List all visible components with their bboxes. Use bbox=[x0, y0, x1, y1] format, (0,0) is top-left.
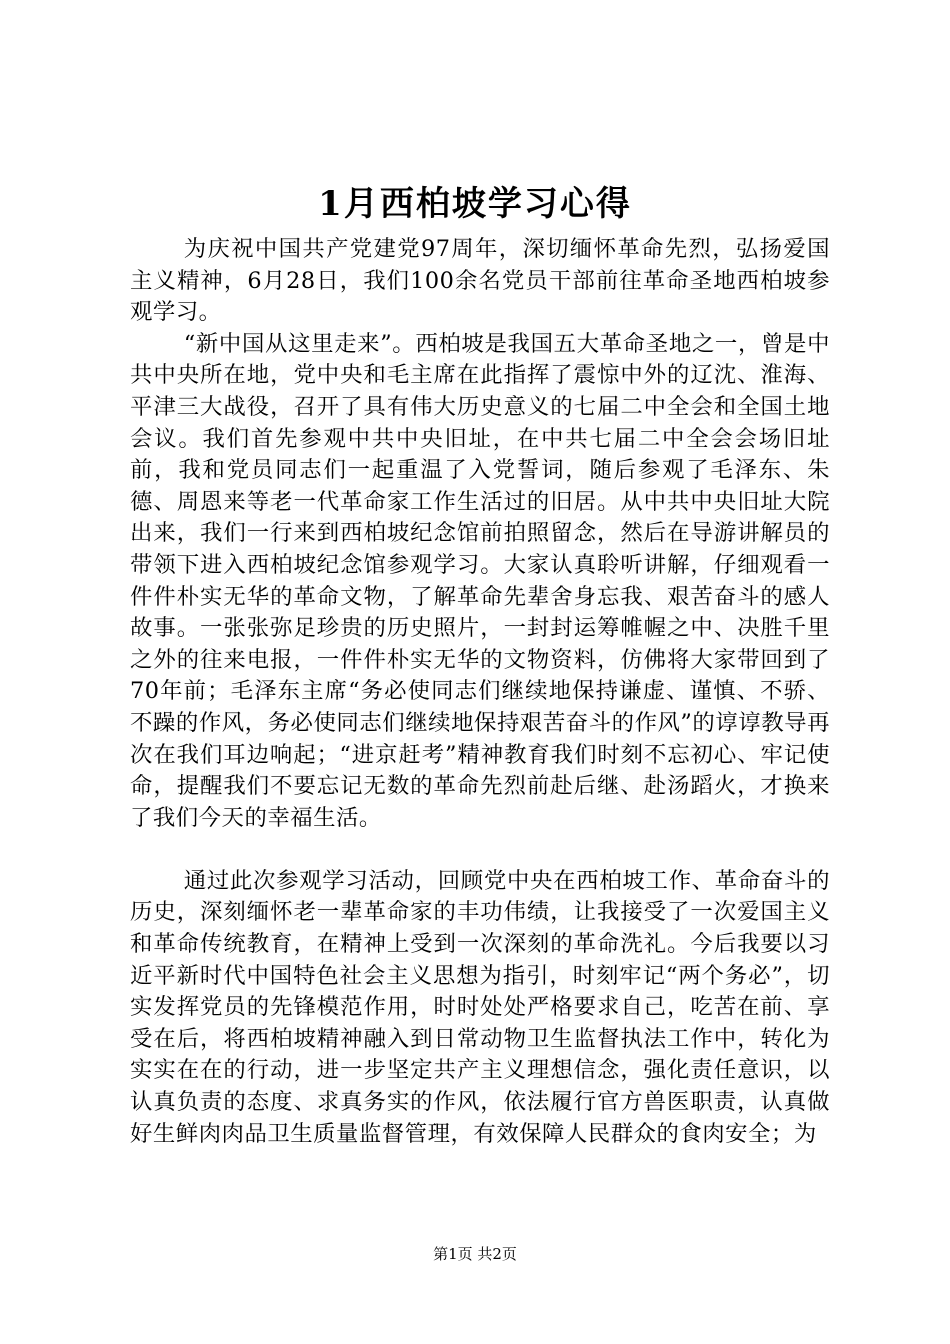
page-footer: 第1页 共2页 bbox=[433, 1245, 517, 1263]
paragraph-3: 通过此次参观学习活动，回顾党中央在西柏坡工作、革命奋斗的历史，深刻缅怀老一辈革命家的丰功伟绩，让我接受了一次爱国主义和革命传统教育，在精神上受到一次深刻的革命洗礼。今后我要以习近平新时代中国特色社会主义思想为指引，时刻牢记“两个务必”，切实发挥党员的先锋模范作用，时时处处严格要求自己，吃苦在前、享受在后，将西柏坡精神融入到日常动物卫生监督执法工作中，转化为实实在在的行动，进一步坚定共产主义理想信念，强化责任意识，以认真负责的态度、求真务实的作风，依法履行官方兽医职责，认真做好生鲜肉肉品卫生质量监督管理，有效保障人民群众的食肉安全；为 bbox=[130, 867, 830, 1147]
paragraph-1: 为庆祝中国共产党建党97周年，深切缅怀革命先烈，弘扬爱国主义精神，6月28日，我们100余名党员干部前往革命圣地西柏坡参观学习。 bbox=[130, 236, 830, 326]
document-title: 1月西柏坡学习心得 bbox=[318, 184, 632, 224]
paragraph-2: “新中国从这里走来”。西柏坡是我国五大革命圣地之一，曾是中共中央所在地，党中央和毛主席在此指挥了震惊中外的辽沈、淮海、平津三大战役，召开了具有伟大历史意义的七届二中全会和全国土地会议。我们首先参观中共中央旧址，在中共七届二中全会会场旧址前，我和党员同志们一起重温了入党誓词，随后参观了毛泽东、朱德、周恩来等老一代革命家工作生活过的旧居。从中共中央旧址大院出来，我们一行来到西柏坡纪念馆前拍照留念，然后在导游讲解员的带领下进入西柏坡纪念馆参观学习。大家认真聆听讲解，仔细观看一件件朴实无华的革命文物，了解革命先辈舍身忘我、艰苦奋斗的感人故事。一张张弥足珍贵的历史照片，一封封运筹帷幄之中、决胜千里之外的往来电报，一件件朴实无华的文物资料，仿佛将大家带回到了70年前；毛泽东主席“务必使同志们继续地保持谦虚、谨慎、不骄、不躁的作风，务必使同志们继续地保持艰苦奋斗的作风”的谆谆教导再次在我们耳边响起；“进京赶考”精神教育我们时刻不忘初心、牢记使命，提醒我们不要忘记无数的革命先烈前赴后继、赴汤蹈火，才换来了我们今天的幸福生活。 bbox=[130, 330, 830, 831]
document-body bbox=[130, 234, 830, 1150]
